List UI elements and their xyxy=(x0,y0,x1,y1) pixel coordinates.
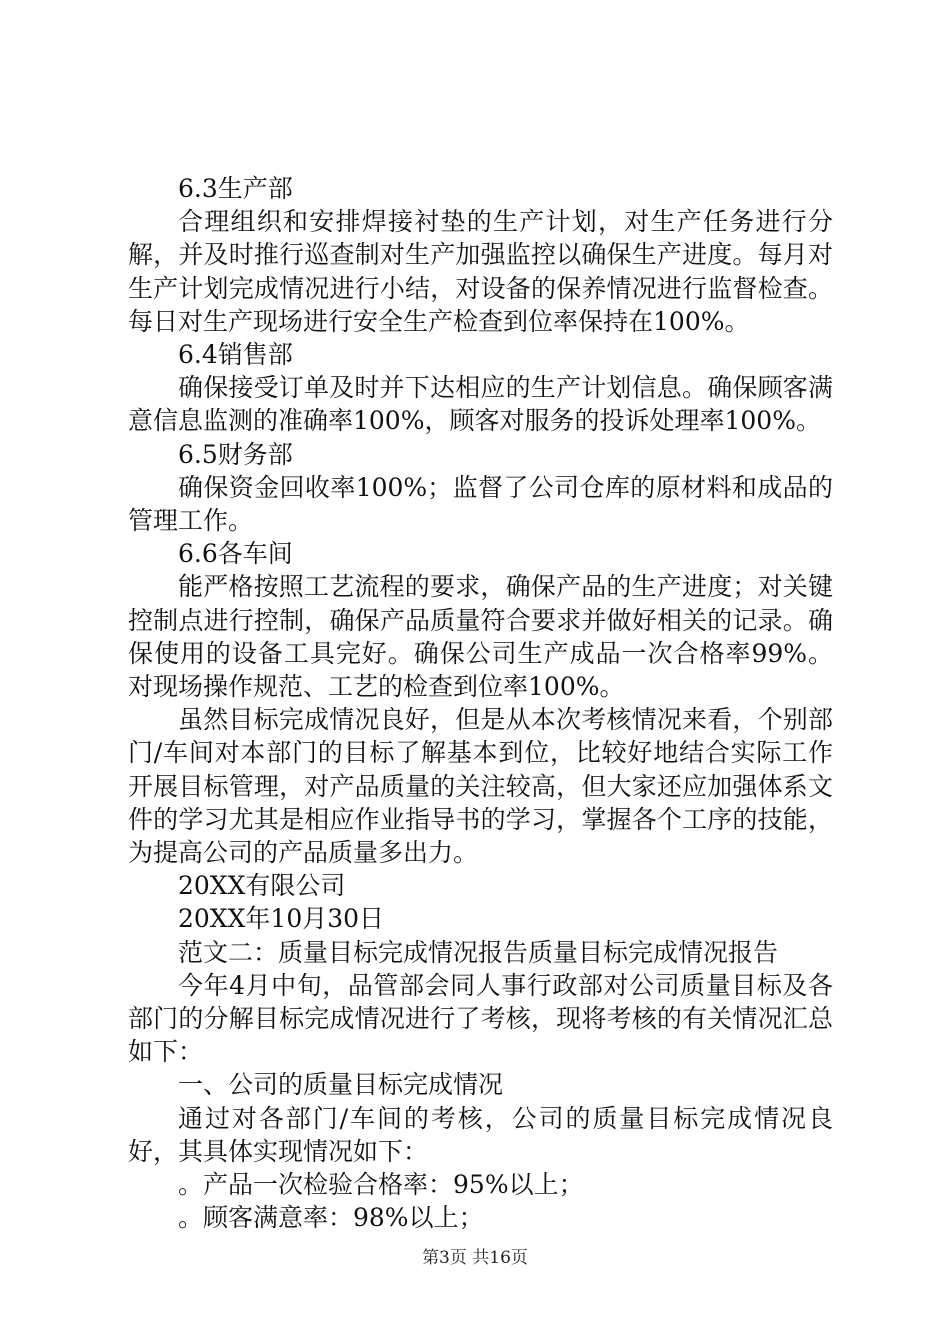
paragraph-assessment: 通过对各部门/车间的考核，公司的质量目标完成情况良好，其具体实现情况如下： xyxy=(128,1103,833,1166)
paragraph-summary: 虽然目标完成情况良好，但是从本次考核情况来看，个别部门/车间对本部门的目标了解基本到位，比较好地结合实际工作开展目标管理，对产品质量的关注较高，但大家还应加强体系文件的学习尤其是相应作业指导书的学习，掌握各个工序的技能，为提高公司的产品质量多出力。 xyxy=(128,705,833,868)
paragraph-finance: 确保资金回收率100%；监督了公司仓库的原材料和成品的管理工作。 xyxy=(128,472,833,536)
document-body xyxy=(128,172,833,1235)
signature-company: 20XX有限公司 xyxy=(178,871,346,901)
page-footer: 第3页 共16页 xyxy=(422,1248,528,1268)
heading-6-4: 6.4销售部 xyxy=(178,340,293,370)
paragraph-production: 合理组织和安排焊接衬垫的生产计划，对生产任务进行分解，并及时推行巡查制对生产加强监控以确保生产进度。每月对生产计划完成情况进行小结，对设备的保养情况进行监督检查。每日对生产现场进行安全生产检查到位率保持在100%。 xyxy=(128,207,833,336)
heading-6-5: 6.5财务部 xyxy=(178,439,293,469)
paragraph-intro: 今年4月中旬，品管部会同人事行政部对公司质量目标及各部门的分解目标完成情况进行了考核，现将考核的有关情况汇总如下： xyxy=(128,970,833,1067)
section-title-sample-two: 范文二：质量目标完成情况报告质量目标完成情况报告 xyxy=(178,937,779,967)
list-item-pass-rate: 。产品一次检验合格率：95%以上； xyxy=(178,1170,584,1200)
paragraph-sales: 确保接受订单及时并下达相应的生产计划信息。确保顾客满意信息监测的准确率100%，顾客对服务的投诉处理率100%。 xyxy=(128,373,833,436)
signature-date: 20XX年10月30日 xyxy=(178,904,385,934)
list-item-satisfaction: 。顾客满意率：98%以上； xyxy=(178,1203,484,1233)
paragraph-workshops: 能严格按照工艺流程的要求，确保产品的生产进度；对关键控制点进行控制，确保产品质量符合要求并做好相关的记录。确保使用的设备工具完好。确保公司生产成品一次合格率99%。对现场操作规范、工艺的检查到位率100%。 xyxy=(128,572,833,702)
heading-6-6: 6.6各车间 xyxy=(178,539,293,569)
heading-6-3: 6.3生产部 xyxy=(178,174,293,203)
heading-quality-goals: 一、公司的质量目标完成情况 xyxy=(178,1070,504,1100)
